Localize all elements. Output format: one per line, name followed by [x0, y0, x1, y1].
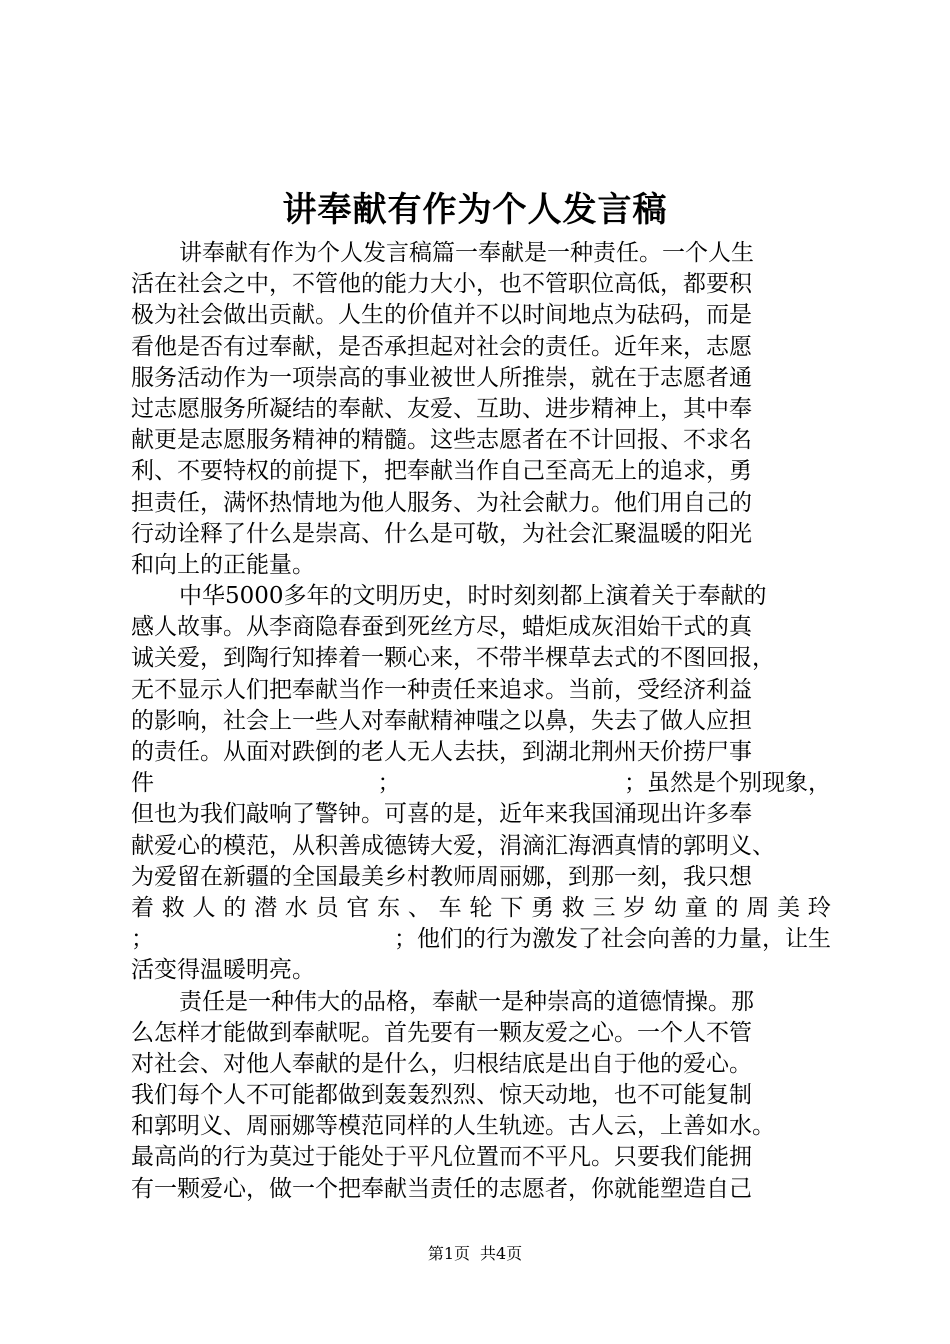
text-fragment: ；虽然是个别现象，	[624, 770, 831, 797]
text-fragment: 件	[131, 770, 154, 797]
text-line: 和向上的正能量。	[131, 551, 315, 578]
text-fragment: 救	[161, 894, 185, 921]
text-fragment: 着	[131, 894, 154, 921]
text-fragment: 人	[192, 894, 216, 921]
text-fragment: 官	[346, 894, 370, 921]
text-line: 活变得温暖明亮。	[131, 957, 315, 984]
text-line: 中华5000多年的文明历史，时时刻刻都上演着关于奉献的	[179, 583, 767, 610]
text-line: 感人故事。从李商隐春蚕到死丝方尽，蜡炬成灰泪始干式的真	[131, 614, 752, 641]
text-line: 担责任，满怀热情地为他人服务、为社会献力。他们用自己的	[131, 489, 752, 516]
text-fragment: 勇	[530, 894, 554, 921]
text-fragment: 幼	[654, 894, 678, 921]
text-fragment: 周	[746, 894, 770, 921]
text-line: 利、不要特权的前提下，把奉献当作自己至高无上的追求，勇	[131, 458, 752, 485]
text-fragment: 员	[315, 894, 339, 921]
text-line: 无不显示人们把奉献当作一种责任来追求。当前，受经济利益	[131, 676, 752, 703]
text-line: 对社会、对他人奉献的是什么，归根结底是出自于他的爱心。	[131, 1050, 752, 1077]
text-line: 我们每个人不可能都做到轰轰烈烈、惊天动地，也不可能复制	[131, 1082, 752, 1109]
text-line: 和郭明义、周丽娜等模范同样的人生轨迹。古人云，上善如水。	[131, 1113, 775, 1140]
text-line: 行动诠释了什么是崇高、什么是可敬，为社会汇聚温暖的阳光	[131, 520, 752, 547]
text-line: 为爱留在新疆的全国最美乡村教师周丽娜，到那一刻，我只想	[131, 863, 752, 890]
text-fragment: 救	[561, 894, 585, 921]
text-line: 服务活动作为一项崇高的事业被世人所推崇，就在于志愿者通	[131, 364, 752, 391]
text-line: 但也为我们敲响了警钟。可喜的是，近年来我国涌现出许多奉	[131, 801, 752, 828]
text-fragment: ；	[131, 926, 154, 953]
text-line: 看他是否有过奉献，是否承担起对社会的责任。近年来，志愿	[131, 333, 752, 360]
text-line: 最高尚的行为莫过于能处于平凡位置而不平凡。只要我们能拥	[131, 1144, 752, 1171]
text-line: 献更是志愿服务精神的精髓。这些志愿者在不计回报、不求名	[131, 427, 752, 454]
text-fragment: 童	[684, 894, 708, 921]
text-line: 极为社会做出贡献。人生的价值并不以时间地点为砝码，而是	[131, 302, 752, 329]
text-fragment: 三	[592, 894, 616, 921]
text-line: 的责任。从面对跌倒的老人无人去扶，到湖北荆州天价捞尸事	[131, 739, 752, 765]
text-fragment: 美	[777, 894, 801, 921]
text-fragment: 玲	[807, 894, 831, 921]
page-total: 共4页	[480, 1244, 523, 1263]
text-line: 诚关爱，到陶行知捧着一颗心来，不带半棵草去式的不图回报，	[131, 645, 775, 672]
page-number: 第1页	[427, 1244, 470, 1263]
text-fragment: ；他们的行为激发了社会向善的力量，让生	[394, 926, 831, 953]
text-fragment: 的	[223, 894, 247, 921]
text-line: 讲奉献有作为个人发言稿篇一奉献是一种责任。一个人生	[179, 240, 754, 266]
text-line-spaced	[131, 768, 831, 799]
text-line: 过志愿服务所凝结的奉献、友爱、互助、进步精神上，其中奉	[131, 395, 752, 422]
document-title: 讲奉献有作为个人发言稿	[282, 190, 668, 230]
text-fragment: 轮	[469, 894, 493, 921]
text-line: 有一颗爱心，做一个把奉献当责任的志愿者，你就能塑造自己	[131, 1175, 752, 1202]
text-line: 活在社会之中，不管他的能力大小，也不管职位高低，都要积	[131, 271, 752, 298]
text-fragment: 车	[438, 894, 462, 921]
text-fragment: ；	[377, 770, 401, 797]
page-footer	[0, 1242, 950, 1266]
text-fragment: 东	[377, 894, 401, 921]
text-line-spaced	[131, 893, 831, 924]
text-fragment: 岁	[623, 894, 647, 921]
text-line: 责任是一种伟大的品格，奉献一是种崇高的道德情操。那	[179, 988, 754, 1015]
text-line: 么怎样才能做到奉献呢。首先要有一颗友爱之心。一个人不管	[131, 1019, 752, 1046]
text-fragment: 下	[500, 894, 524, 921]
text-fragment: 的	[715, 894, 739, 921]
text-fragment: 水	[284, 894, 308, 921]
text-line: 献爱心的模范，从积善成德铸大爱，涓滴汇海洒真情的郭明义、	[131, 832, 775, 859]
text-line: 的影响，社会上一些人对奉献精神嗤之以鼻，失去了做人应担	[131, 707, 752, 734]
text-fragment: 、	[407, 894, 431, 921]
text-line-spaced	[131, 924, 831, 955]
text-fragment: 潜	[254, 894, 278, 921]
document-body	[131, 238, 831, 1205]
